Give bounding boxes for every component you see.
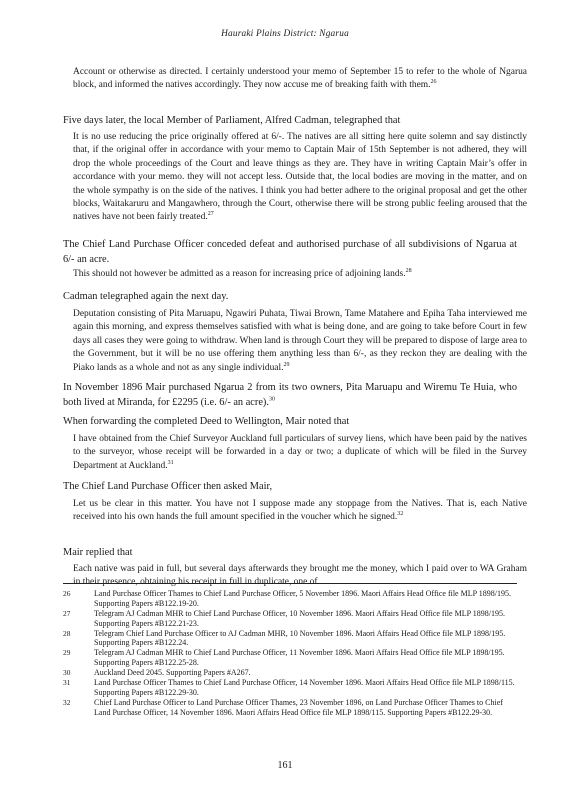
footnote-divider <box>63 583 517 584</box>
block-para-9: When forwarding the completed Deed to Wellington, Mair noted that <box>63 416 350 427</box>
block-para-8: In November 1896 Mair purchased Ngarua 2 from its two owners, Pita Maruapu and Wiremu Te Huia, who both lived at Miranda, for £2295 (i.e. 6/- an acre).$^{30}$ <box>63 382 517 409</box>
footnote-ref[interactable]: 26 <box>430 79 437 86</box>
footnote-29: 29 Telegram AJ Cadman MHR to Chief Land Purchase Officer, 11 November 1896. Maori Affairs Head Office file MLP 1898/195. Supporting Papers #B122.25-28. <box>63 648 505 668</box>
footnote-ref[interactable]: 31 <box>167 459 174 466</box>
block-para-6: Cadman telegraphed again the next day. <box>63 291 229 302</box>
block-quote-5: This should not however be admitted as a reason for increasing price of adjoining lands.$^{28}$ <box>73 267 412 279</box>
footnote-ref[interactable]: 32 <box>397 511 404 518</box>
page-number: 161 <box>277 760 293 771</box>
block-quote-7: Deputation consisting of Pita Maruapu, Ngawiri Puhata, Tiwai Brown, Tame Matahere and Epiha Taha interviewed me again this morning, and express themselves satisfied with what is being done, and are going to take before Court in few days all cases they were going to withdraw. When land is through Court they will be prepared to dispose of large area to the Government, but it will be no use offering them anything less than 6/-, as they reckon they are dealing with the Piako lands as a whole and not as any single individual.$^{29}$ <box>73 309 527 373</box>
footnote-26: 26 Land Purchase Officer Thames to Chief Land Purchase Officer, 5 November 1896. Maori Affairs Head Office file MLP 1898/195. Supporting Papers #B122.19-20. <box>63 589 511 608</box>
block-para-4: The Chief Land Purchase Officer conceded defeat and authorised purchase of all subdivisions of Ngarua at 6/- an acre. <box>63 239 517 266</box>
footnote-32: 32 Chief Land Purchase Officer to Land Purchase Officer Thames, 23 November 1896, on Land Purchase Officer Thames to Chief Land Purchase Officer, 14 November 1896. Maori Affairs Head Office file MLP 1898/115. Supporting Papers #B122.29-30. <box>63 698 503 717</box>
block-para-2: Five days later, the local Member of Parliament, Alfred Cadman, telegraphed that <box>63 115 401 126</box>
footnote-ref[interactable]: 29 <box>283 361 290 368</box>
footnote-31: 31 Land Purchase Officer Thames to Chief Land Purchase Officer, 14 November 1896. Maori Affairs Head Office file MLP 1898/115. Supporting Papers #B122.29-30. <box>63 678 515 697</box>
block-quote-12: Let us be clear in this matter. You have not I suppose made any stoppage from the Natives. That is, each Native received into his own hands the full amount specified in the voucher which he signed.$^{32}$ <box>73 499 527 523</box>
footnote-27: 27 Telegram AJ Cadman MHR to Chief Land Purchase Officer, 10 November 1896. Maori Affairs Head Office file MLP 1898/195. Supporting Papers #B122.21-23. <box>63 608 505 628</box>
block-quote-3: It is no use reducing the price originally offered at 6/-. The natives are all sitting here quite solemn and say distinctly that, if the original offer in accordance with your memo to Captain Mair of 15th September is not adhered, they will drop the whole proceedings of the Court and leave things as they are. They have in writing Captain Mair’s offer in accordance with your memo. they will not accept less. Outside that, the local bodies are moving in the matter, and on the whole sympathy is on the side of the natives. I think you had better adhere to the original proposal and get the other blocks, Waitakaruru and Mangawhero, through the Court, otherwise there will be strong public feeling aroused that the natives have not been fairly treated.$^{27}$ <box>73 132 527 223</box>
footnote-30: 30 Auckland Deed 2045. Supporting Papers #A267. <box>63 668 251 678</box>
block-quote-10: I have obtained from the Chief Surveyor Auckland full particulars of survey liens, which have been paid by the natives to the surveyor, whose receipt will be forwarded in a day or two; a duplicate of which will be filed in the Survey Department at Auckland.$^{31}$ <box>73 434 527 471</box>
footnote-ref[interactable]: 27 <box>207 211 214 218</box>
running-head: Hauraki Plains District: Ngarua <box>221 29 349 39</box>
footnote-ref[interactable]: 30 <box>268 396 275 403</box>
footnote-28: 28 Telegram Chief Land Purchase Officer to AJ Cadman MHR, 10 November 1896. Maori Affairs Head Office file MLP 1898/195. Supporting Papers #B122.24. <box>63 628 506 648</box>
block-quote-1: Account or otherwise as directed. I certainly understood your memo of September 15 to refer to the whole of Ngarua block, and informed the natives accordingly. They now accuse me of breaking faith with them.$^{26}$ <box>73 67 527 91</box>
block-quote-14: Each native was paid in full, but several days afterwards they brought me the money, which I paid over to WA Graham in their presence, obtaining his receipt in full in duplicate, one of <box>73 564 527 588</box>
block-para-11: The Chief Land Purchase Officer then asked Mair, <box>63 481 273 492</box>
footnotes <box>63 589 517 718</box>
footnote-ref[interactable]: 28 <box>405 267 412 274</box>
block-para-13: Mair replied that <box>63 547 133 558</box>
